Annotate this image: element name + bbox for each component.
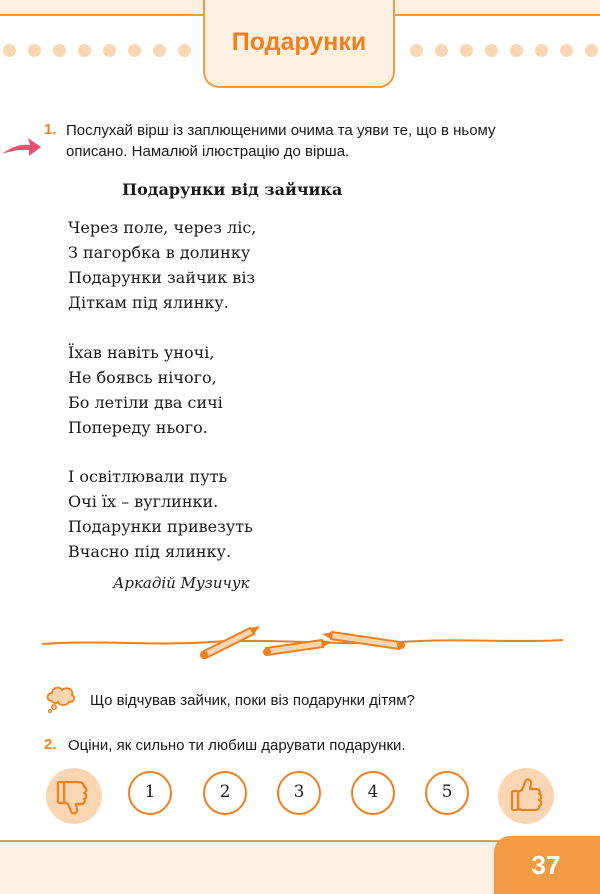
decor-dot xyxy=(410,44,423,57)
thumbs-up-button[interactable] xyxy=(498,768,554,824)
thumbs-down-icon xyxy=(46,768,102,824)
page-number-tab xyxy=(494,836,600,894)
poem-line: З пагорбка в долинку xyxy=(68,243,251,262)
poem-line: Очі їх – вуглинки. xyxy=(68,492,219,511)
thumbs-down-button[interactable] xyxy=(46,768,102,824)
page-number: 37 xyxy=(531,850,561,880)
task-instruction-line: Послухай вірш із заплющеними очима та уяви те, що в ньому xyxy=(66,122,496,139)
decor-dot xyxy=(560,44,573,57)
poem-line: Їхав навіть уночі, xyxy=(68,343,215,362)
thought-cloud-icon xyxy=(44,683,76,713)
task-instruction-line: описано. Намалюй ілюстрацію до вірша. xyxy=(66,143,350,160)
poem-line: Вчасно під ялинку. xyxy=(68,542,232,561)
poem-title: Подарунки від зайчика xyxy=(122,180,343,199)
task-number: 2. xyxy=(44,736,57,753)
decor-dot xyxy=(460,44,473,57)
pencil-divider xyxy=(40,612,565,667)
page-title: Подарунки xyxy=(231,28,367,56)
rating-option-2[interactable]: 2 xyxy=(203,771,247,815)
decor-dot xyxy=(78,44,91,57)
decor-dot xyxy=(128,44,141,57)
poem-line: Попереду нього. xyxy=(68,418,208,437)
poem-line: Не боявсь нічого, xyxy=(68,368,217,387)
question-text: Що відчував зайчик, поки віз подарунки дітям? xyxy=(90,692,415,709)
decor-dot xyxy=(28,44,41,57)
poem-line: Подарунки привезуть xyxy=(68,517,253,536)
poem-line: Діткам під ялинку. xyxy=(68,293,229,312)
task-instruction: Оціни, як сильно ти любиш дарувати подарунки. xyxy=(68,737,406,754)
poem-author: Аркадій Музичук xyxy=(113,574,250,592)
decor-dot xyxy=(485,44,498,57)
decor-dot xyxy=(3,44,16,57)
decor-dot xyxy=(178,44,191,57)
decor-dot xyxy=(585,44,598,57)
decor-dot xyxy=(103,44,116,57)
poem-line: І освітлювали путь xyxy=(68,467,228,486)
poem-line: Через поле, через ліс, xyxy=(68,218,257,237)
poem-line: Подарунки зайчик віз xyxy=(68,268,256,287)
arrow-icon xyxy=(0,134,42,160)
rating-option-1[interactable]: 1 xyxy=(128,771,172,815)
rating-scale xyxy=(0,768,600,824)
rating-option-3[interactable]: 3 xyxy=(277,771,321,815)
rating-option-5[interactable]: 5 xyxy=(425,771,469,815)
thumbs-up-icon xyxy=(498,768,554,824)
title-tab xyxy=(203,0,395,88)
decor-dot xyxy=(510,44,523,57)
task-instruction xyxy=(66,120,496,162)
poem-line: Бо летіли два сичі xyxy=(68,393,223,412)
decor-dot xyxy=(435,44,448,57)
decor-dot xyxy=(53,44,66,57)
decor-dot xyxy=(535,44,548,57)
pencil-icon xyxy=(322,632,405,649)
decor-dot xyxy=(153,44,166,57)
rating-option-4[interactable]: 4 xyxy=(351,771,395,815)
task-number: 1. xyxy=(44,121,57,138)
